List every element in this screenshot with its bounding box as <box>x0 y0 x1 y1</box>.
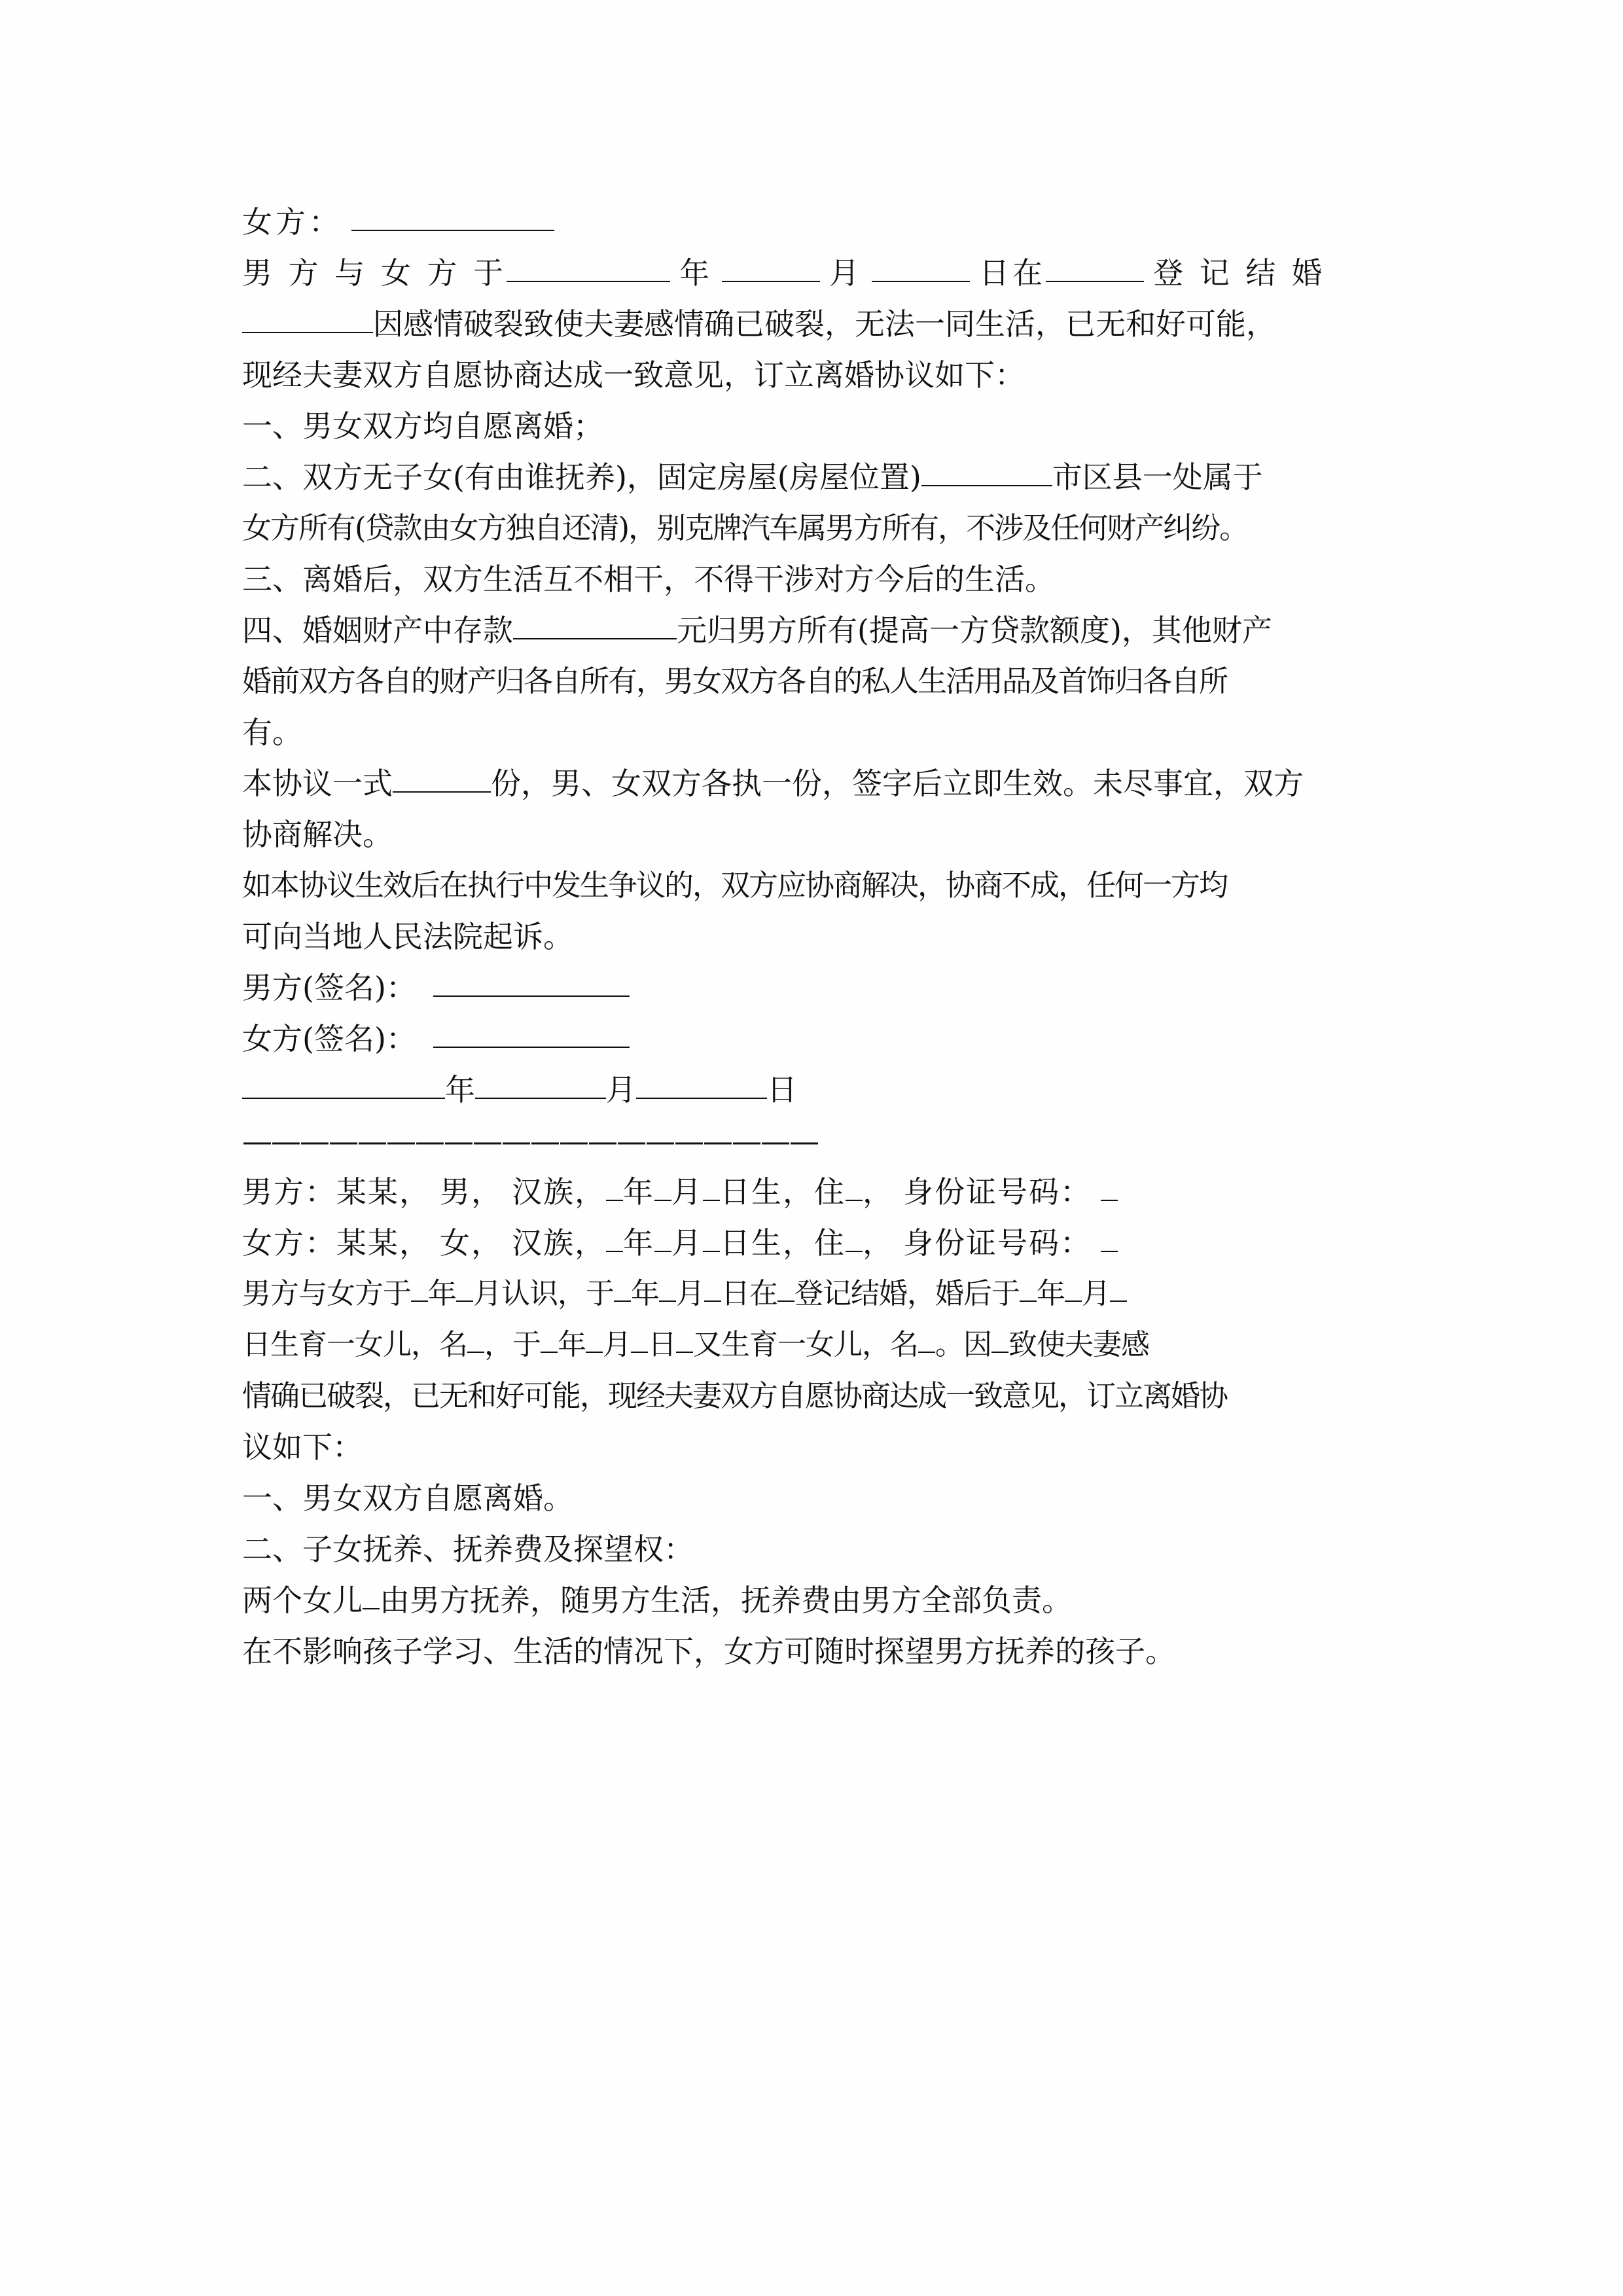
male-month-unit: 月 <box>671 1174 703 1210</box>
house-location-blank[interactable] <box>921 461 1052 486</box>
clause-4-line-3: 有。 <box>242 715 302 750</box>
male-info-label: 男方： <box>242 1174 336 1210</box>
female-year-unit: 年 <box>623 1225 654 1261</box>
history-month-unit2: 月 <box>676 1277 704 1310</box>
female-month-unit: 月 <box>671 1225 703 1261</box>
male-info-gender: 男 <box>440 1174 471 1210</box>
copies-count-blank[interactable] <box>393 768 491 793</box>
second-birth-day-blank[interactable] <box>631 1332 648 1353</box>
dispute-line-1: 如本协议生效后在执行中发生争议的，双方应协商解决，协商不成，任何一方均 <box>242 868 1228 903</box>
female-info-name: 某某 <box>336 1225 399 1261</box>
birth-day-blank-start[interactable] <box>1110 1281 1127 1302</box>
clause-4-line-2: 婚前双方各自的财产归各自所有，男女双方各自的私人生活用品及首饰归各自所 <box>242 664 1228 698</box>
marry-day-blank[interactable] <box>704 1281 721 1302</box>
registration-at: 在 <box>1012 255 1046 291</box>
reason-text: 因感情破裂致使夫妻感情确已破裂，无法一同生活，已无和好可能， <box>373 306 1276 342</box>
history2-month-unit: 月 <box>603 1328 631 1361</box>
male-id-blank[interactable] <box>1101 1180 1118 1201</box>
female-id-label: 身份证号码： <box>903 1225 1092 1261</box>
clause-4-text-a: 四、婚姻财产中存款 <box>242 613 513 648</box>
meet-year-blank[interactable] <box>411 1281 428 1302</box>
clause-2-text-b: 市区县一处属于 <box>1052 459 1263 495</box>
marry-year-blank[interactable] <box>614 1281 631 1302</box>
registration-day-blank[interactable] <box>872 257 970 282</box>
signature-date-year-blank[interactable] <box>242 1074 445 1099</box>
custody-text-b: 由男方抚养，随男方生活，抚养费由男方全部负责。 <box>380 1583 1072 1618</box>
history-year-unit3: 年 <box>1037 1277 1065 1310</box>
male-birth-year-blank[interactable] <box>606 1180 623 1201</box>
male-day-born: 日生， <box>720 1174 814 1210</box>
registration-place-blank[interactable] <box>1046 257 1144 282</box>
registration-month-blank[interactable] <box>722 257 820 282</box>
female-party-label: 女方： <box>242 204 342 240</box>
history2-year-unit: 年 <box>558 1328 586 1361</box>
copies-text-a: 本协议一式 <box>242 766 393 801</box>
female-birth-year-blank[interactable] <box>606 1231 623 1252</box>
history-year-unit: 年 <box>428 1277 456 1310</box>
female-party-line <box>242 196 1384 247</box>
history-line-3: 情确已破裂，已无和好可能，现经夫妻双方自愿协商达成一致意见，订立离婚协 <box>242 1378 1228 1413</box>
history2-prefix: 日生育一女儿，名 <box>242 1328 467 1361</box>
marriage-registration-line <box>242 247 1384 298</box>
history-met: 认识，于 <box>501 1277 614 1310</box>
copies-line-2: 协商解决。 <box>242 817 393 852</box>
clause-4-text-b: 元归男方所有(提高一方贷款额度)，其他财产 <box>677 613 1272 648</box>
first-daughter-name-blank[interactable] <box>467 1332 484 1353</box>
clause-4-line-1 <box>242 605 1384 656</box>
second-birth-month-blank[interactable] <box>586 1332 603 1353</box>
document-body <box>242 196 1384 1677</box>
reason-line <box>242 298 1384 350</box>
divorce-cause-blank[interactable] <box>991 1332 1008 1353</box>
male-year-unit: 年 <box>623 1174 654 1210</box>
male-info-line: 男方：某某， 男， 汉族， 年 月 日生，住 ， 身份证号码： <box>242 1166 1384 1217</box>
signature-date-year-unit: 年 <box>445 1072 475 1107</box>
clause-2-line-1 <box>242 452 1384 503</box>
female-info-ethnicity: 汉族 <box>512 1225 575 1261</box>
history-month-unit: 月 <box>473 1277 501 1310</box>
female-info-label: 女方： <box>242 1225 336 1261</box>
history2-mid: ，于 <box>484 1328 541 1361</box>
history2-again: 又生育一女儿，名 <box>693 1328 918 1361</box>
marry-place-blank[interactable] <box>777 1281 794 1302</box>
male-info-ethnicity: 汉族 <box>512 1174 575 1210</box>
marry-month-blank[interactable] <box>659 1281 676 1302</box>
male-birth-day-blank[interactable] <box>703 1180 720 1201</box>
female-day-born: 日生， <box>720 1225 814 1261</box>
copies-text-b: 份，男、女双方各执一份，签字后立即生效。未尽事宜，双方 <box>491 766 1304 801</box>
custody-blank[interactable] <box>363 1588 380 1609</box>
clause-2-line-2: 女方所有(贷款由女方独自还清)，别克牌汽车属男方所有，不涉及任何财产纠纷。 <box>242 511 1248 545</box>
birth-year-blank[interactable] <box>1020 1281 1037 1302</box>
custody-text-a: 两个女儿 <box>242 1583 363 1618</box>
copies-line-1 <box>242 758 1384 809</box>
male-birth-month-blank[interactable] <box>654 1180 671 1201</box>
female-address-label: 住 <box>814 1225 846 1261</box>
part2-clause-2-body-2: 在不影响孩子学习、生活的情况下，女方可随时探望男方抚养的孩子。 <box>242 1634 1175 1669</box>
history-line-2 <box>242 1319 1384 1371</box>
signature-date-line <box>242 1064 1384 1115</box>
female-signature-blank[interactable] <box>433 1023 630 1048</box>
history-month-unit3: 月 <box>1082 1277 1110 1310</box>
consensus-line: 现经夫妻双方自愿协商达成一致意见，订立离婚协议如下： <box>242 357 1025 393</box>
female-id-blank[interactable] <box>1101 1231 1118 1252</box>
dispute-line-2: 可向当地人民法院起诉。 <box>242 919 573 954</box>
history-prefix: 男方与女方于 <box>242 1277 411 1310</box>
female-birth-month-blank[interactable] <box>654 1231 671 1252</box>
marriage-registration-prefix: 男 方 与 女 方 于 <box>242 255 507 291</box>
male-signature-line <box>242 962 1384 1013</box>
signature-date-month-unit: 月 <box>606 1072 636 1107</box>
clause-1-line: 一、男女双方均自愿离婚； <box>242 408 603 444</box>
history-line-4: 议如下： <box>242 1429 363 1465</box>
second-birth-year-blank[interactable] <box>541 1332 558 1353</box>
signature-date-day-unit: 日 <box>767 1072 797 1107</box>
part2-clause-2-title: 二、子女抚养、抚养费及探望权： <box>242 1532 694 1567</box>
history2-period: 。因 <box>935 1328 991 1361</box>
part2-clause-2-body-1 <box>242 1575 1384 1626</box>
second-birth-day-blank2[interactable] <box>676 1332 693 1353</box>
meet-month-blank[interactable] <box>456 1281 473 1302</box>
signature-date-month-blank[interactable] <box>475 1074 606 1099</box>
history-day-unit: 日在 <box>721 1277 777 1310</box>
section-separator: ———————————————————— <box>242 1123 818 1158</box>
history2-cause: 致使夫妻感 <box>1008 1328 1149 1361</box>
female-info-line: 女方：某某， 女， 汉族， 年 月 日生，住 ， 身份证号码： <box>242 1217 1384 1268</box>
female-info-gender: 女 <box>440 1225 471 1261</box>
male-id-label: 身份证号码： <box>903 1174 1092 1210</box>
reason-blank[interactable] <box>242 308 373 333</box>
male-signature-label: 男方(签名)： <box>242 970 416 1005</box>
history-registered: 登记结婚，婚后于 <box>794 1277 1020 1310</box>
female-signature-label: 女方(签名)： <box>242 1021 416 1056</box>
signature-date-day-blank[interactable] <box>636 1074 767 1099</box>
registration-year-blank[interactable] <box>507 257 670 282</box>
registration-suffix: 登 记 结 婚 <box>1153 255 1325 291</box>
clause-2-text-a: 二、双方无子女(有由谁抚养)，固定房屋(房屋位置) <box>242 459 921 495</box>
clause-3-line: 三、离婚后，双方生活互不相干，不得干涉对方今后的生活。 <box>242 562 1055 597</box>
deposit-amount-blank[interactable] <box>513 615 677 639</box>
male-signature-blank[interactable] <box>433 972 630 997</box>
registration-month-unit: 月 <box>829 255 863 291</box>
female-signature-line <box>242 1013 1384 1064</box>
female-party-blank[interactable] <box>351 206 554 231</box>
history-year-unit2: 年 <box>631 1277 659 1310</box>
registration-year-unit: 年 <box>679 255 713 291</box>
male-info-name: 某某 <box>336 1174 399 1210</box>
part2-clause-1-line: 一、男女双方自愿离婚。 <box>242 1480 573 1516</box>
male-address-blank[interactable] <box>846 1180 863 1201</box>
history2-day-unit: 日 <box>648 1328 676 1361</box>
second-daughter-name-blank[interactable] <box>918 1332 935 1353</box>
birth-month-blank[interactable] <box>1065 1281 1082 1302</box>
male-address-label: 住 <box>814 1174 846 1210</box>
female-birth-day-blank[interactable] <box>703 1231 720 1252</box>
history-line-1 <box>242 1268 1384 1319</box>
registration-day-unit: 日 <box>979 255 1013 291</box>
female-address-blank[interactable] <box>846 1231 863 1252</box>
